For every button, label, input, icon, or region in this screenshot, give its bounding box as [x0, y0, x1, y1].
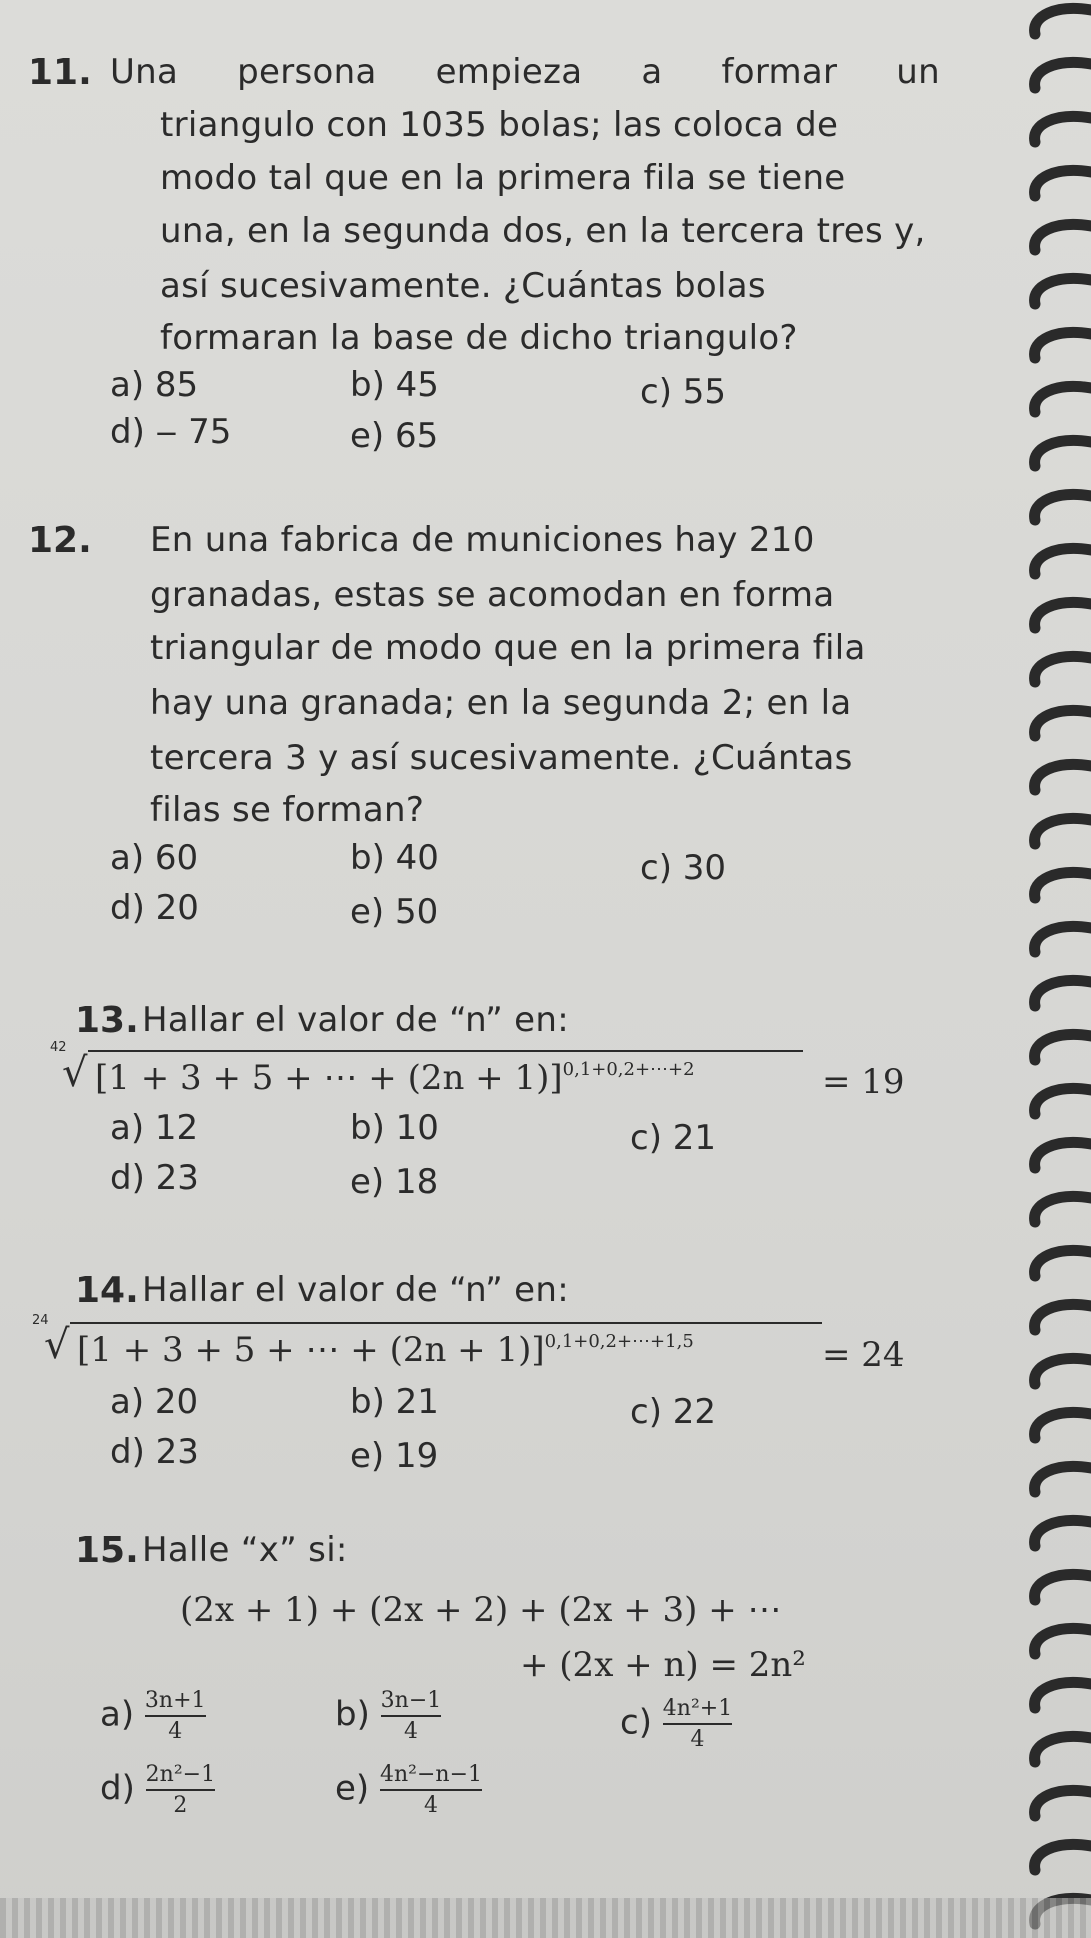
spiral-coil	[1035, 980, 1091, 1006]
option-d-numerator: 2n²−1	[145, 1762, 216, 1787]
option-a-fraction	[145, 1688, 206, 1744]
question-13-number: 13.	[75, 1000, 139, 1041]
question-12-line-5: tercera 3 y así sucesivamente. ¿Cuántas	[150, 738, 853, 778]
question-14-option-c: c) 22	[630, 1392, 717, 1432]
spiral-coil	[1035, 440, 1091, 466]
question-11-option-b: b) 45	[350, 365, 439, 405]
spiral-binding-icon	[1001, 0, 1091, 1938]
question-11-number: 11.	[28, 52, 92, 93]
option-e-numerator: 4n²−n−1	[380, 1762, 483, 1787]
option-d-label: d)	[100, 1768, 135, 1809]
spiral-coil	[1035, 278, 1091, 304]
question-12-option-c: c) 30	[640, 848, 727, 888]
spiral-coil	[1035, 8, 1091, 34]
spiral-coil	[1035, 116, 1091, 142]
question-14-option-e: e) 19	[350, 1436, 439, 1476]
question-14-radical-sign: √	[44, 1322, 70, 1368]
question-13-text: Hallar el valor de “n” en:	[142, 1000, 569, 1040]
option-a-numerator: 3n+1	[144, 1688, 206, 1713]
question-15-number: 15.	[75, 1530, 139, 1571]
question-13-option-d: d) 23	[110, 1158, 199, 1198]
question-11-option-d: d) ‒ 75	[110, 412, 232, 452]
spiral-coil	[1035, 818, 1091, 844]
spiral-coil	[1035, 1304, 1091, 1330]
question-13-root-index: 42	[50, 1040, 67, 1055]
question-13-radical-bar	[88, 1050, 803, 1052]
question-14-number: 14.	[75, 1270, 139, 1311]
question-15-option-e	[335, 1762, 482, 1818]
option-c-label: c)	[620, 1702, 652, 1743]
question-11-line-4: una, en la segunda dos, en la tercera tres y,	[160, 211, 926, 251]
spiral-coil	[1035, 1628, 1091, 1654]
question-12-option-b: b) 40	[350, 838, 439, 878]
spiral-coil	[1035, 1250, 1091, 1276]
spiral-coil	[1035, 1844, 1091, 1870]
question-13-option-c: c) 21	[630, 1118, 717, 1158]
option-e-fraction	[380, 1762, 482, 1818]
question-11-option-a: a) 85	[110, 365, 199, 405]
option-c-fraction	[663, 1696, 732, 1752]
question-14-option-b: b) 21	[350, 1382, 439, 1422]
question-14-radicand: [1 + 3 + 5 + ⋯ + (2n + 1)]	[77, 1330, 545, 1370]
option-b-label: b)	[335, 1694, 370, 1735]
question-13-radical-sign: √	[62, 1050, 88, 1096]
question-14-rhs: = 24	[822, 1335, 905, 1375]
question-11-line-5: así sucesivamente. ¿Cuántas bolas	[160, 266, 766, 306]
question-11-line-6: formaran la base de dicho triangulo?	[160, 318, 798, 358]
spiral-coil	[1035, 926, 1091, 952]
question-11-option-c: c) 55	[640, 372, 727, 412]
question-15-equation-line-1: (2x + 1) + (2x + 2) + (2x + 3) + ⋯	[180, 1590, 782, 1630]
page-bottom-edge	[0, 1898, 1091, 1938]
question-11-line-2: triangulo con 1035 bolas; las coloca de	[160, 105, 839, 145]
spiral-coil	[1035, 1520, 1091, 1546]
option-a-denominator: 4	[168, 1719, 183, 1744]
spiral-coil	[1035, 548, 1091, 574]
question-13-exponent: 0,1+0,2+⋯+2	[562, 1059, 695, 1080]
question-15-option-d	[100, 1762, 215, 1818]
spiral-coil	[1035, 1790, 1091, 1816]
question-14-radical-bar	[70, 1322, 822, 1324]
question-14-root-index: 24	[32, 1313, 49, 1328]
spiral-coil	[1035, 1574, 1091, 1600]
spiral-coil	[1035, 1034, 1091, 1060]
question-13-option-b: b) 10	[350, 1108, 439, 1148]
spiral-coil	[1035, 1736, 1091, 1762]
spiral-coil	[1035, 1142, 1091, 1168]
question-14-equation	[77, 1330, 694, 1370]
spiral-coil	[1035, 1412, 1091, 1438]
question-15-option-a	[100, 1688, 206, 1744]
option-b-fraction	[381, 1688, 442, 1744]
option-c-denominator: 4	[690, 1727, 705, 1752]
question-15-equation-line-2: + (2x + n) = 2n²	[520, 1645, 806, 1685]
question-13-equation	[95, 1058, 695, 1098]
option-d-denominator: 2	[173, 1793, 188, 1818]
question-15-option-b	[335, 1688, 441, 1744]
question-14-text: Hallar el valor de “n” en:	[142, 1270, 569, 1310]
option-e-label: e)	[335, 1768, 370, 1809]
question-12-line-4: hay una granada; en la segunda 2; en la	[150, 683, 852, 723]
spiral-coil	[1035, 602, 1091, 628]
spiral-coil	[1035, 224, 1091, 250]
option-b-numerator: 3n−1	[380, 1688, 442, 1713]
question-15-text: Halle “x” si:	[142, 1530, 348, 1570]
spiral-coil	[1035, 710, 1091, 736]
question-13-radicand: [1 + 3 + 5 + ⋯ + (2n + 1)]	[95, 1058, 563, 1098]
question-12-option-a: a) 60	[110, 838, 199, 878]
question-12-line-2: granadas, estas se acomodan en forma	[150, 575, 835, 615]
option-b-denominator: 4	[403, 1719, 418, 1744]
spiral-coil	[1035, 170, 1091, 196]
spiral-coil	[1035, 656, 1091, 682]
spiral-coil	[1035, 1682, 1091, 1708]
question-12-line-6: filas se forman?	[150, 790, 425, 830]
option-c-numerator: 4n²+1	[662, 1696, 733, 1721]
question-12-line-1: En una fabrica de municiones hay 210	[150, 520, 815, 560]
question-13-option-a: a) 12	[110, 1108, 199, 1148]
question-11-line-3: modo tal que en la primera fila se tiene	[160, 158, 846, 198]
question-11-option-e: e) 65	[350, 416, 439, 456]
spiral-coil	[1035, 332, 1091, 358]
question-14-option-a: a) 20	[110, 1382, 199, 1422]
question-12-number: 12.	[28, 520, 92, 561]
question-12-option-e: e) 50	[350, 892, 439, 932]
question-12-line-3: triangular de modo que en la primera fila	[150, 628, 866, 668]
question-13-option-e: e) 18	[350, 1162, 439, 1202]
question-11-line-1: Una persona empieza a formar un	[110, 52, 940, 92]
spiral-coil	[1035, 1196, 1091, 1222]
spiral-coil	[1035, 1358, 1091, 1384]
option-e-denominator: 4	[424, 1793, 439, 1818]
spiral-coil	[1035, 494, 1091, 520]
spiral-coil	[1035, 62, 1091, 88]
option-a-label: a)	[100, 1694, 135, 1735]
question-13-rhs: = 19	[822, 1062, 905, 1102]
spiral-coil	[1035, 386, 1091, 412]
question-14-exponent: 0,1+0,2+⋯+1,5	[544, 1331, 694, 1352]
spiral-coil	[1035, 764, 1091, 790]
question-15-option-c	[620, 1696, 732, 1752]
question-14-option-d: d) 23	[110, 1432, 199, 1472]
spiral-coil	[1035, 1088, 1091, 1114]
option-d-fraction	[146, 1762, 215, 1818]
spiral-coil	[1035, 872, 1091, 898]
question-12-option-d: d) 20	[110, 888, 199, 928]
spiral-coil	[1035, 1466, 1091, 1492]
